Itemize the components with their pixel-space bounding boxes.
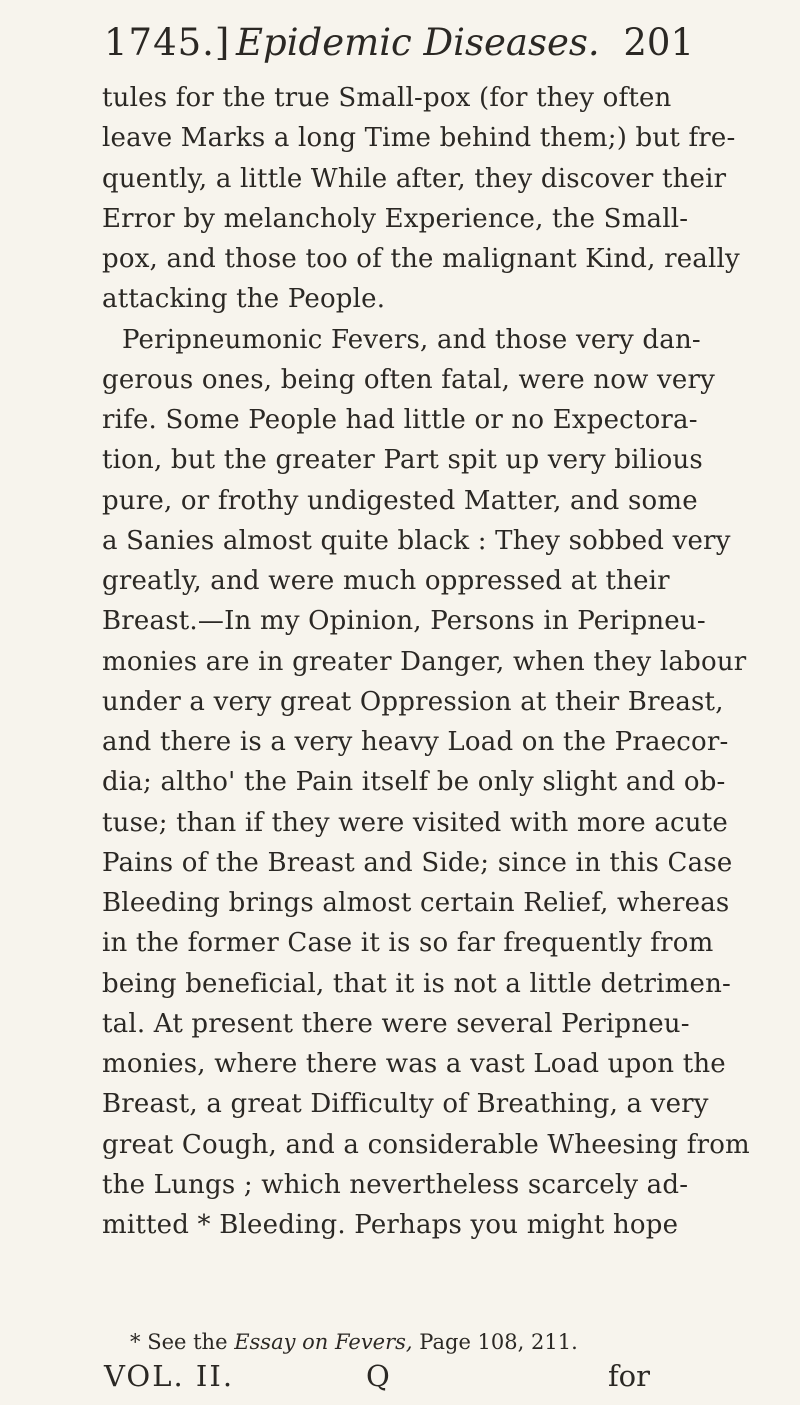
footnote <box>130 1327 650 1357</box>
text-line: attacking the People. <box>102 284 386 315</box>
page-footer <box>104 1356 650 1396</box>
text-line: great Cough, and a considerable Wheesing from <box>102 1129 750 1160</box>
running-head-title: Epidemic Diseases. <box>236 21 600 64</box>
text-line: Pains of the Breast and Side; since in this Case <box>102 847 733 878</box>
text-line: gerous ones, being often fatal, were now very <box>102 364 715 395</box>
running-head <box>104 18 694 68</box>
text-line: greatly, and were much oppressed at their <box>102 566 670 596</box>
signature-mark: Q <box>366 1359 390 1393</box>
text-line: Error by melancholy Experience, the Small- <box>102 203 689 234</box>
text-line: being beneficial, that it is not a little detrimen- <box>102 968 732 999</box>
running-head-year: 1745.] <box>104 21 231 64</box>
text-line: tal. At present there were several Peripneu- <box>102 1008 690 1039</box>
text-line: quently, a little While after, they discover their <box>102 163 727 194</box>
text-line: and there is a very heavy Load on the Praecor- <box>102 727 729 757</box>
text-line: tion, but the greater Part spit up very bilious <box>102 445 703 476</box>
text-line: rife. Some People had little or no Expectora- <box>102 405 698 435</box>
text-line: pure, or frothy undigested Matter, and some <box>102 485 698 516</box>
catchword: for <box>607 1359 650 1393</box>
text-line: monies, where there was a vast Load upon the <box>102 1049 726 1079</box>
footnote-reference: Page 108, 211. <box>419 1330 578 1354</box>
footnote-prefix: See the <box>147 1330 228 1354</box>
text-line: Breast.—In my Opinion, Persons in Peripneu- <box>102 606 706 637</box>
text-line: tules for the true Small-pox (for they often <box>102 83 672 113</box>
text-line: pox, and those too of the malignant Kind, really <box>102 244 740 274</box>
text-line: Breast, a great Difficulty of Breathing, a very <box>102 1089 709 1120</box>
footnote-work-title: Essay on Fevers, <box>234 1330 413 1354</box>
volume-mark: VOL. II. <box>104 1359 235 1393</box>
text-line: dia; altho' the Pain itself be only slight and ob- <box>102 767 726 798</box>
text-line: Bleeding brings almost certain Relief, whereas <box>102 888 730 918</box>
text-line: tuse; than if they were visited with more acute <box>102 807 728 838</box>
text-line: monies are in greater Danger, when they labour <box>102 646 747 677</box>
footnote-marker: * <box>130 1330 141 1354</box>
text-line: a Sanies almost quite black : They sobbed very <box>102 525 731 556</box>
page-number: 201 <box>623 21 694 64</box>
text-line: in the former Case it is so far frequently from <box>102 928 714 959</box>
body-text <box>102 78 750 1245</box>
text-line: under a very great Oppression at their Breast, <box>102 686 724 717</box>
text-line: Peripneumonic Fevers, and those very dan- <box>122 324 701 355</box>
text-line: leave Marks a long Time behind them;) but fre- <box>102 123 736 154</box>
text-line: the Lungs ; which nevertheless scarcely ad- <box>102 1169 689 1200</box>
text-line: mitted * Bleeding. Perhaps you might hope <box>102 1210 679 1240</box>
